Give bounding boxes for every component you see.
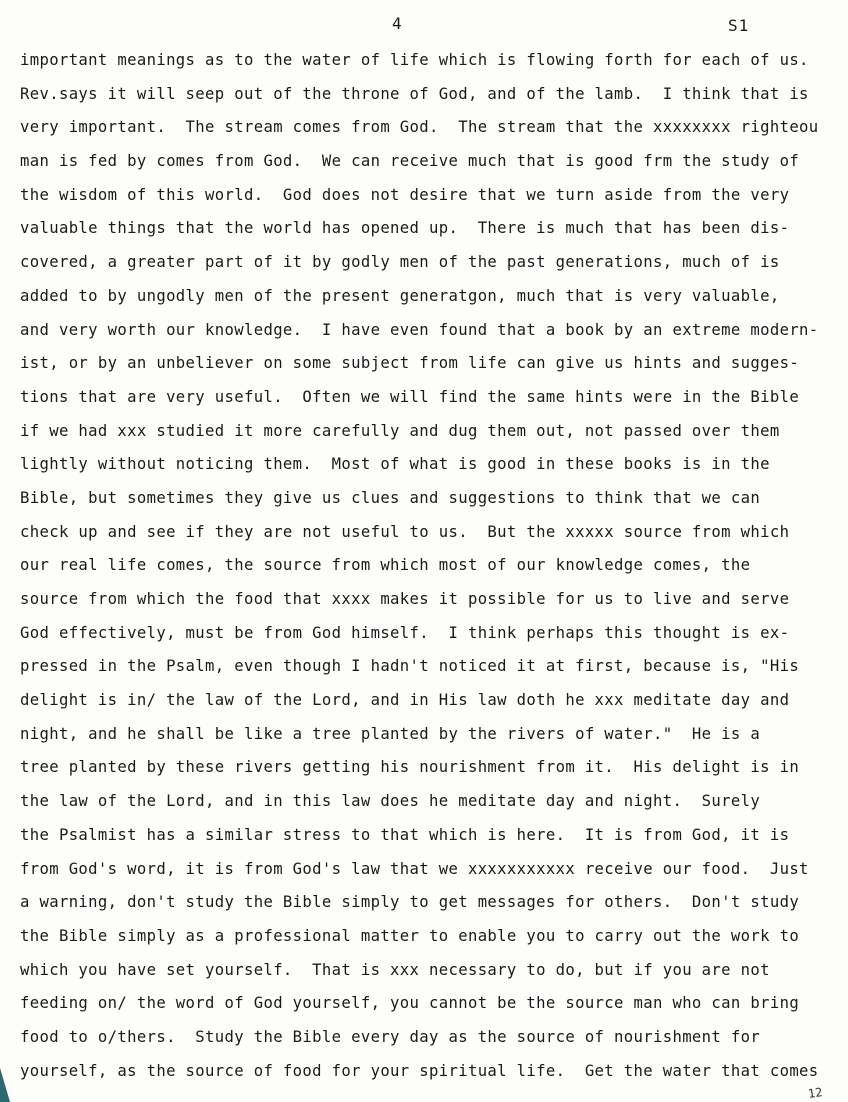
text-line: tree planted by these rivers getting his nourishment from it. His delight is in	[20, 758, 800, 777]
page-number: 4	[392, 14, 403, 33]
text-line: delight is in/ the law of the Lord, and in His law doth he xxx meditate day and	[20, 691, 790, 710]
text-line: check up and see if they are not useful to us. But the xxxxx source from which	[20, 522, 790, 541]
text-line: night, and he shall be like a tree planted by the rivers of water." He is a	[20, 724, 761, 743]
section-code: S1	[728, 16, 750, 35]
text-line: and very worth our knowledge. I have even found that a book by an extreme modern-	[20, 320, 819, 339]
text-line: valuable things that the world has opened up. There is much that has been dis-	[20, 219, 790, 238]
text-line: God effectively, must be from God himself. I think perhaps this thought is ex-	[20, 623, 790, 642]
typed-body-text	[20, 46, 846, 1090]
text-line: yourself, as the source of food for your spiritual life. Get the water that comes	[20, 1061, 819, 1080]
text-line: added to by ungodly men of the present generatgon, much that is very valuable,	[20, 286, 780, 305]
text-line: man is fed by comes from God. We can receive much that is good frm the study of	[20, 152, 800, 171]
text-line: covered, a greater part of it by godly men of the past generations, much of is	[20, 253, 780, 272]
text-line: ist, or by an unbeliever on some subject from life can give us hints and sugges-	[20, 354, 800, 373]
text-line: very important. The stream comes from God. The stream that the xxxxxxxx righteou	[20, 118, 819, 137]
text-line: important meanings as to the water of life which is flowing forth for each of us.	[20, 51, 809, 69]
text-line: which you have set yourself. That is xxx necessary to do, but if you are not	[20, 960, 770, 979]
text-line: the Psalmist has a similar stress to that which is here. It is from God, it is	[20, 825, 790, 844]
text-line: feeding on/ the word of God yourself, you cannot be the source man who can bring	[20, 994, 800, 1013]
text-line: the law of the Lord, and in this law does he meditate day and night. Surely	[20, 792, 761, 811]
text-line: tions that are very useful. Often we will find the same hints were in the Bible	[20, 387, 800, 406]
text-line: the Bible simply as a professional matter to enable you to carry out the work to	[20, 926, 800, 945]
text-line: food to o/thers. Study the Bible every day as the source of nourishment for	[20, 1027, 761, 1046]
text-line: Bible, but sometimes they give us clues and suggestions to think that we can	[20, 488, 761, 507]
text-line: if we had xxx studied it more carefully and dug them out, not passed over them	[20, 421, 780, 440]
text-line: Rev.says it will seep out of the throne of God, and of the lamb. I think that is	[20, 84, 809, 103]
handwritten-margin-note: 12	[806, 1085, 823, 1101]
text-line: pressed in the Psalm, even though I hadn't noticed it at first, because is, "His	[20, 657, 800, 676]
text-line: from God's word, it is from God's law that we xxxxxxxxxxx receive our food. Just	[20, 859, 809, 878]
text-line: source from which the food that xxxx makes it possible for us to live and serve	[20, 590, 790, 608]
text-line: our real life comes, the source from which most of our knowledge comes, the	[20, 556, 751, 575]
text-line: the wisdom of this world. God does not desire that we turn aside from the very	[20, 185, 790, 204]
text-line: a warning, don't study the Bible simply to get messages for others. Don't study	[20, 893, 800, 912]
text-line: lightly without noticing them. Most of what is good in these books is in the	[20, 455, 770, 474]
page-edge-mark	[0, 1068, 10, 1102]
